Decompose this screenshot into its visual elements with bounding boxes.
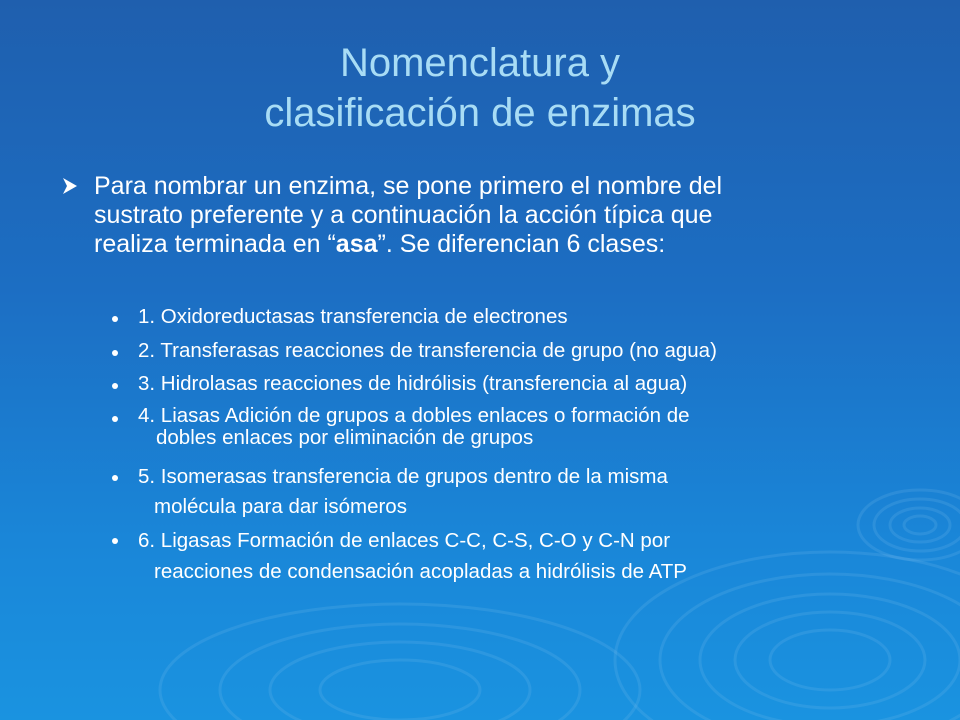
round-dot-bullet-icon: [112, 316, 118, 322]
main-bullet-line-2: sustrato preferente y a continuación la acción típica que: [94, 201, 713, 229]
class-5-line-2: molécula para dar isómeros: [154, 495, 407, 518]
class-1-text: 1. Oxidoreductasas transferencia de electrones: [138, 305, 568, 328]
round-dot-bullet-icon: [112, 350, 118, 356]
class-4-line-2: dobles enlaces por eliminación de grupos: [156, 426, 534, 449]
main-bullet-line-3-end: ”. Se diferencian 6 clases:: [377, 230, 666, 258]
round-dot-bullet-icon: [112, 475, 118, 481]
main-bullet-line-3-start: realiza terminada en “: [94, 230, 336, 258]
class-3-text: 3. Hidrolasas reacciones de hidrólisis (transferencia al agua): [138, 372, 688, 395]
suffix-asa: asa: [335, 230, 378, 258]
class-4-line-1: 4. Liasas Adición de grupos a dobles enlaces o formación de: [138, 404, 690, 427]
main-bullet-line-1: Para nombrar un enzima, se pone primero el nombre del: [94, 172, 723, 200]
title-line-1: Nomenclatura y: [339, 41, 621, 85]
arrowhead-bullet-icon: [60, 176, 80, 196]
slide-title: [0, 38, 960, 138]
class-5-line-1: 5. Isomerasas transferencia de grupos dentro de la misma: [138, 465, 668, 488]
round-dot-bullet-icon: [112, 383, 118, 389]
main-bullet-text: [94, 172, 924, 259]
class-6-line-2: reacciones de condensación acopladas a hidrólisis de ATP: [154, 560, 687, 583]
class-2-text: 2. Transferasas reacciones de transferencia de grupo (no agua): [138, 339, 717, 362]
main-bullet-line-3: [94, 230, 924, 259]
round-dot-bullet-icon: [112, 538, 118, 544]
round-dot-bullet-icon: [112, 416, 118, 422]
title-line-2: clasificación de enzimas: [264, 91, 696, 135]
class-6-line-1: 6. Ligasas Formación de enlaces C-C, C-S, C-O y C-N por: [138, 529, 671, 552]
